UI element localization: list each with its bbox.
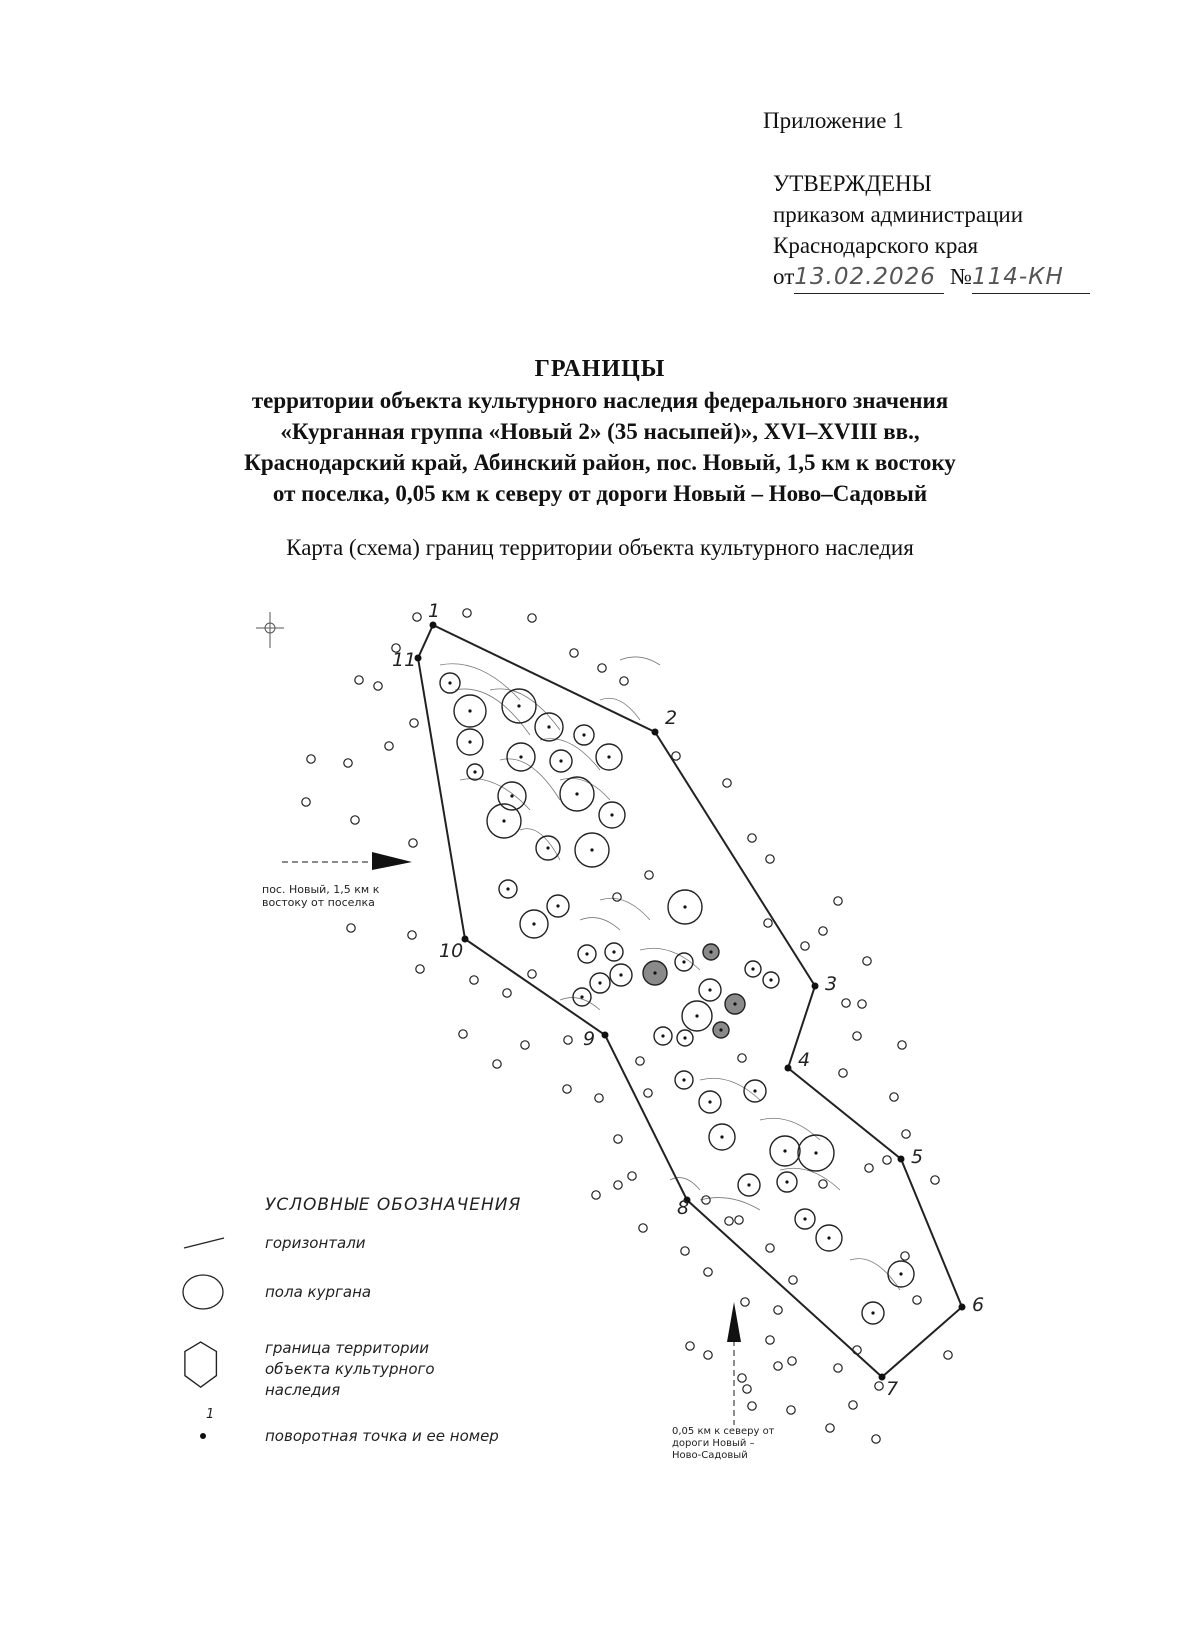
minor-feature-marker bbox=[774, 1362, 782, 1370]
minor-feature-marker bbox=[839, 1069, 847, 1077]
title-line-3: Краснодарский край, Абинский район, пос. Новый, 1,5 км к востоку bbox=[244, 450, 956, 475]
handwritten-date: 13.02.2026 bbox=[794, 262, 944, 294]
turning-point-marker bbox=[602, 1032, 609, 1039]
minor-feature-marker bbox=[819, 927, 827, 935]
minor-feature-marker bbox=[738, 1374, 746, 1382]
mound-center bbox=[709, 950, 712, 953]
mound-center bbox=[899, 1272, 902, 1275]
minor-feature-marker bbox=[344, 759, 352, 767]
minor-feature-marker bbox=[351, 816, 359, 824]
turning-point-legend-symbol bbox=[200, 1433, 206, 1439]
mound-center bbox=[598, 981, 601, 984]
minor-feature-marker bbox=[704, 1351, 712, 1359]
minor-feature-marker bbox=[628, 1172, 636, 1180]
mound-center bbox=[546, 846, 549, 849]
turning-point-marker bbox=[959, 1304, 966, 1311]
turning-point-marker bbox=[898, 1156, 905, 1163]
minor-feature-marker bbox=[408, 931, 416, 939]
east-direction-arrow bbox=[282, 852, 412, 870]
minor-feature-marker bbox=[645, 871, 653, 879]
legend-contours: горизонтали bbox=[265, 1234, 366, 1252]
mound-center bbox=[683, 905, 686, 908]
minor-feature-marker bbox=[686, 1342, 694, 1350]
minor-feature-marker bbox=[595, 1094, 603, 1102]
minor-feature-marker bbox=[875, 1382, 883, 1390]
minor-feature-marker bbox=[725, 1217, 733, 1225]
mound-center bbox=[661, 1034, 664, 1037]
turning-point-label: 9 bbox=[583, 1028, 596, 1050]
mound-center bbox=[803, 1217, 806, 1220]
minor-feature-marker bbox=[563, 1085, 571, 1093]
minor-feature-marker bbox=[789, 1276, 797, 1284]
contour-line bbox=[560, 778, 610, 800]
mound-center bbox=[519, 755, 522, 758]
mound-center bbox=[517, 704, 520, 707]
turning-point-label: 1 bbox=[428, 600, 441, 622]
minor-feature-marker bbox=[463, 609, 471, 617]
mound-center bbox=[473, 770, 476, 773]
mound-center bbox=[708, 1100, 711, 1103]
minor-feature-marker bbox=[620, 677, 628, 685]
minor-feature-marker bbox=[766, 855, 774, 863]
contour-line bbox=[490, 689, 560, 730]
contour-line bbox=[620, 657, 660, 665]
legend-point-number: 1 bbox=[206, 1407, 215, 1422]
minor-feature-marker bbox=[819, 1180, 827, 1188]
approved-line-1: приказом администрации bbox=[773, 202, 1024, 227]
turning-point-marker bbox=[879, 1374, 886, 1381]
mound-center bbox=[532, 922, 535, 925]
mound-center bbox=[733, 1002, 736, 1005]
minor-feature-marker bbox=[723, 779, 731, 787]
turning-point-marker bbox=[430, 622, 437, 629]
mound-center bbox=[619, 973, 622, 976]
mound-center bbox=[607, 755, 610, 758]
minor-feature-marker bbox=[890, 1093, 898, 1101]
east-arrow-note-line-1: пос. Новый, 1,5 км к bbox=[262, 883, 380, 896]
minor-feature-marker bbox=[528, 970, 536, 978]
minor-feature-marker bbox=[774, 1306, 782, 1314]
mound-center bbox=[695, 1014, 698, 1017]
mound-center bbox=[585, 952, 588, 955]
boundary-legend-symbol bbox=[185, 1342, 217, 1387]
minor-feature-marker bbox=[738, 1054, 746, 1062]
minor-feature-marker bbox=[302, 798, 310, 806]
turning-point-label: 10 bbox=[439, 940, 464, 962]
mound-center bbox=[610, 813, 613, 816]
minor-feature-marker bbox=[570, 649, 578, 657]
minor-feature-marker bbox=[834, 1364, 842, 1372]
mound-center bbox=[769, 978, 772, 981]
mound-center bbox=[719, 1028, 722, 1031]
minor-feature-marker bbox=[741, 1298, 749, 1306]
title-line-4: от поселка, 0,05 км к северу от дороги Новый – Ново–Садовый bbox=[272, 481, 928, 506]
minor-feature-marker bbox=[788, 1357, 796, 1365]
contour-line bbox=[440, 664, 520, 700]
east-arrow-note-line-2: востоку от поселка bbox=[262, 896, 375, 909]
mound-center bbox=[506, 887, 509, 890]
number-prefix: № bbox=[950, 264, 972, 289]
minor-feature-marker bbox=[842, 999, 850, 1007]
minor-feature-marker bbox=[347, 924, 355, 932]
minor-feature-marker bbox=[521, 1041, 529, 1049]
minor-feature-marker bbox=[748, 834, 756, 842]
minor-feature-marker bbox=[834, 897, 842, 905]
minor-feature-marker bbox=[858, 1000, 866, 1008]
approved-title: УТВЕРЖДЕНЫ bbox=[773, 171, 932, 196]
contour-line bbox=[670, 1178, 700, 1190]
minor-feature-marker bbox=[863, 957, 871, 965]
turning-point-label: 4 bbox=[798, 1049, 811, 1071]
minor-feature-marker bbox=[913, 1296, 921, 1304]
minor-feature-marker bbox=[470, 976, 478, 984]
minor-feature-marker bbox=[459, 1030, 467, 1038]
minor-feature-marker bbox=[410, 719, 418, 727]
legend-boundary-line-2: объекта культурного bbox=[265, 1360, 435, 1378]
north-arrow-note-line-1: 0,05 км к северу от bbox=[672, 1426, 775, 1437]
mound-legend-symbol bbox=[183, 1275, 223, 1309]
minor-feature-marker bbox=[385, 742, 393, 750]
mound-center bbox=[502, 819, 505, 822]
mound-center bbox=[747, 1183, 750, 1186]
minor-feature-marker bbox=[636, 1057, 644, 1065]
appendix-label: Приложение 1 bbox=[763, 108, 904, 133]
minor-feature-marker bbox=[503, 989, 511, 997]
minor-feature-marker bbox=[416, 965, 424, 973]
minor-feature-marker bbox=[872, 1435, 880, 1443]
mound-group bbox=[440, 673, 914, 1324]
minor-feature-marker bbox=[865, 1164, 873, 1172]
minor-feature-marker bbox=[748, 1402, 756, 1410]
mound-center bbox=[468, 709, 471, 712]
mound-center bbox=[612, 950, 615, 953]
minor-feature-marker bbox=[409, 839, 417, 847]
turning-point-label: 3 bbox=[825, 973, 838, 995]
turning-point-marker bbox=[785, 1065, 792, 1072]
mound-center bbox=[580, 995, 583, 998]
legend-turning-point: поворотная точка и ее номер bbox=[265, 1427, 499, 1445]
turning-point-label: 8 bbox=[677, 1197, 690, 1219]
minor-feature-marker bbox=[614, 1181, 622, 1189]
title-line-2: «Курганная группа «Новый 2» (35 насыпей)», XVI–XVIII вв., bbox=[280, 419, 920, 444]
mound-center bbox=[653, 971, 656, 974]
minor-feature-marker bbox=[307, 755, 315, 763]
north-direction-arrow bbox=[727, 1302, 741, 1425]
turning-point-label: 2 bbox=[665, 707, 678, 729]
minor-feature-marker bbox=[681, 1247, 689, 1255]
minor-feature-marker bbox=[901, 1252, 909, 1260]
contour-line bbox=[700, 1198, 760, 1210]
minor-feature-marker bbox=[614, 1135, 622, 1143]
minor-feature-marker bbox=[704, 1268, 712, 1276]
minor-feature-marker bbox=[883, 1156, 891, 1164]
minor-feature-marker bbox=[764, 919, 772, 927]
territory-boundary bbox=[418, 625, 962, 1377]
minor-feature-marker bbox=[493, 1060, 501, 1068]
minor-feature-marker bbox=[598, 664, 606, 672]
minor-feature-marker bbox=[644, 1089, 652, 1097]
mound-center bbox=[575, 792, 578, 795]
legend-boundary-line-1: граница территории bbox=[265, 1339, 430, 1357]
turning-point-label: 6 bbox=[972, 1294, 985, 1316]
handwritten-number: 114-КН bbox=[972, 262, 1090, 294]
mound-center bbox=[682, 960, 685, 963]
minor-feature-marker bbox=[639, 1224, 647, 1232]
mound-center bbox=[556, 904, 559, 907]
minor-feature-marker bbox=[735, 1216, 743, 1224]
mound-center bbox=[682, 1078, 685, 1081]
minor-feature-marker bbox=[766, 1244, 774, 1252]
mound-center bbox=[547, 725, 550, 728]
approved-line-2: Краснодарского края bbox=[773, 233, 979, 258]
mound-center bbox=[783, 1149, 786, 1152]
north-arrow-note-line-2: дороги Новый – bbox=[672, 1438, 755, 1449]
minor-feature-marker bbox=[613, 893, 621, 901]
minor-feature-marker bbox=[413, 613, 421, 621]
mound-center bbox=[468, 740, 471, 743]
mound-center bbox=[559, 759, 562, 762]
turning-point-label: 5 bbox=[911, 1146, 924, 1168]
minor-feature-marker bbox=[787, 1406, 795, 1414]
mound-center bbox=[753, 1089, 756, 1092]
turning-points bbox=[392, 600, 984, 1400]
map-corner-mark bbox=[256, 612, 284, 648]
legend-mound: пола кургана bbox=[265, 1283, 372, 1301]
minor-feature-marker bbox=[374, 682, 382, 690]
map-legend bbox=[183, 1195, 521, 1445]
minor-feature-marker bbox=[564, 1036, 572, 1044]
contour-legend-symbol bbox=[184, 1238, 224, 1248]
mound-center bbox=[708, 988, 711, 991]
turning-point-marker bbox=[652, 729, 659, 736]
contour-line bbox=[580, 918, 620, 930]
minor-feature-marker bbox=[801, 942, 809, 950]
minor-feature-marker bbox=[528, 614, 536, 622]
contour-line bbox=[520, 829, 560, 860]
minor-feature-marker bbox=[849, 1401, 857, 1409]
north-arrow-note-line-3: Ново-Садовый bbox=[672, 1450, 748, 1461]
mound-center bbox=[510, 794, 513, 797]
mound-center bbox=[683, 1036, 686, 1039]
minor-feature-marker bbox=[944, 1351, 952, 1359]
mound-center bbox=[720, 1135, 723, 1138]
minor-feature-marker bbox=[743, 1385, 751, 1393]
minor-feature-marker bbox=[931, 1176, 939, 1184]
mound-center bbox=[751, 967, 754, 970]
turning-point-label: 7 bbox=[886, 1378, 899, 1400]
contour-line bbox=[600, 898, 650, 920]
legend-title: УСЛОВНЫЕ ОБОЗНАЧЕНИЯ bbox=[265, 1195, 522, 1215]
mound-center bbox=[871, 1311, 874, 1314]
minor-feature-marker bbox=[826, 1424, 834, 1432]
minor-features bbox=[302, 609, 952, 1443]
turning-point-marker bbox=[812, 983, 819, 990]
title-main: ГРАНИЦЫ bbox=[534, 356, 666, 382]
date-prefix: от bbox=[773, 264, 795, 289]
minor-feature-marker bbox=[853, 1032, 861, 1040]
minor-feature-marker bbox=[898, 1041, 906, 1049]
turning-point-label: 11 bbox=[392, 649, 417, 671]
contour-line bbox=[460, 779, 530, 810]
mound-center bbox=[814, 1151, 817, 1154]
mound-center bbox=[590, 848, 593, 851]
minor-feature-marker bbox=[702, 1196, 710, 1204]
mound-center bbox=[448, 681, 451, 684]
minor-feature-marker bbox=[766, 1336, 774, 1344]
mound-center bbox=[582, 733, 585, 736]
title-line-1: территории объекта культурного наследия федерального значения bbox=[251, 388, 949, 413]
minor-feature-marker bbox=[355, 676, 363, 684]
minor-feature-marker bbox=[592, 1191, 600, 1199]
minor-feature-marker bbox=[902, 1130, 910, 1138]
map-caption: Карта (схема) границ территории объекта культурного наследия bbox=[286, 535, 914, 560]
mound-center bbox=[827, 1236, 830, 1239]
legend-boundary-line-3: наследия bbox=[265, 1381, 341, 1399]
mound-center bbox=[785, 1180, 788, 1183]
